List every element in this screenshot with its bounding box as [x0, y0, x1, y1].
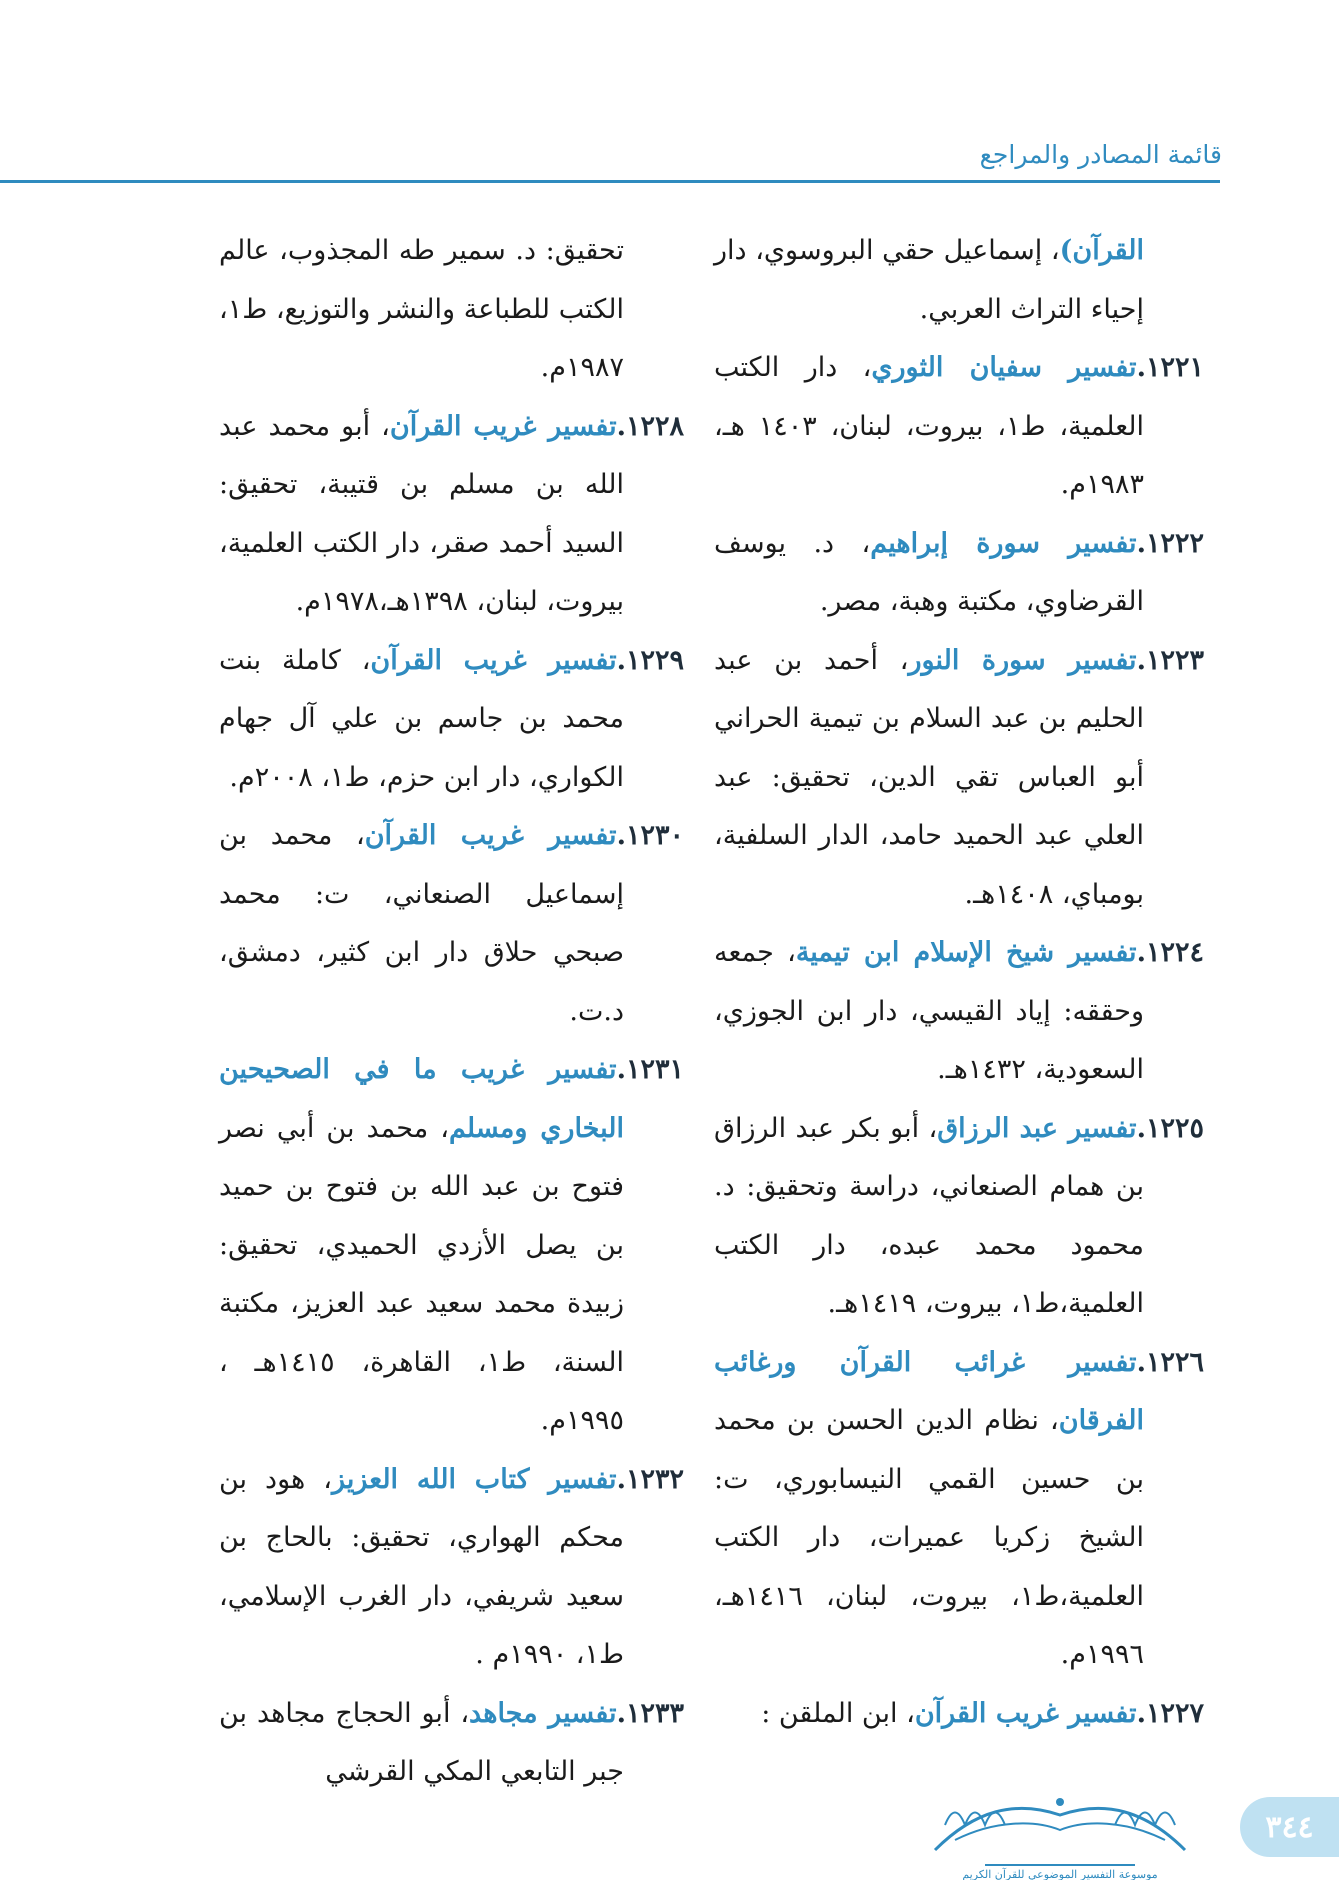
- running-header: قائمة المصادر والمراجع: [979, 140, 1222, 169]
- entry-text: ، د. يوسف القرضاوي، مكتبة وهبة، مصر.: [714, 527, 1144, 617]
- entry-title: تفسير غريب القرآن: [364, 820, 617, 851]
- entry-continuation: [714, 222, 1204, 339]
- entry-text: تحقيق: د. سمير طه المجذوب، عالم الكتب للطباعة والنشر والتوزيع، ط١، ١٩٨٧م.: [219, 235, 624, 383]
- entry-text: ، محمد بن إسماعيل الصنعاني، ت: محمد صبحي حلاق دار ابن كثير، دمشق، د.ت.: [219, 820, 624, 1027]
- entry-title: تفسير سفيان الثوري: [871, 352, 1137, 383]
- bibliography-entry: [219, 1041, 684, 1451]
- entry-title: تفسير عبد الرزاق: [937, 1112, 1137, 1144]
- encyclopedia-logo: [925, 1780, 1195, 1880]
- entry-text: ، محمد بن أبي نصر فتوح بن عبد الله بن فتوح بن حميد بن يصل الأزدي الحميدي، تحقيق: زبيدة محمد سعيد عبد العزيز، مكتبة السنة، ط١، القاهرة، ١٤١٥هـ ، ١٩٩٥م.: [219, 1112, 624, 1436]
- bibliography-entry: [714, 1685, 1204, 1744]
- entry-title: تفسير كتاب الله العزيز: [331, 1463, 617, 1495]
- logo-text: موسوعة التفسير الموضوعي للقرآن الكريم: [962, 1868, 1158, 1880]
- entry-text: ، أبو بكر عبد الرزاق بن همام الصنعاني، دراسة وتحقيق: د. محمود محمد عبده، دار الكتب العلمية،ط١، بيروت، ١٤١٩هـ.: [714, 1112, 1144, 1319]
- entry-number: ١٢٢٦.: [1136, 1346, 1204, 1378]
- entry-number: ١٢٢١.: [1136, 352, 1204, 383]
- entry-title: تفسير غريب القرآن: [914, 1697, 1137, 1729]
- bibliography-entry: [714, 1100, 1204, 1334]
- entry-number: ١٢٢٩.: [616, 644, 685, 676]
- header-rule: [0, 180, 1220, 183]
- left-column: [219, 222, 684, 1802]
- entry-number: ١٢٢٤.: [1136, 937, 1204, 968]
- entry-title: تفسير شيخ الإسلام ابن تيمية: [795, 937, 1137, 968]
- entry-text: ، أحمد بن عبد الحليم بن عبد السلام بن تيمية الحراني أبو العباس تقي الدين، تحقيق: عبد العلي عبد الحميد حامد، الدار السلفية، بومباي، ١٤٠٨هـ.: [714, 644, 1144, 910]
- entry-text: ، أبو محمد عبد الله بن مسلم بن قتيبة، تحقيق: السيد أحمد صقر، دار الكتب العلمية، بيروت، لبنان، ١٣٩٨هـ،١٩٧٨م.: [219, 410, 624, 617]
- entry-number: ١٢٣٣.: [616, 1697, 684, 1729]
- entry-number: ١٢٢٨.: [616, 410, 685, 442]
- page-number-badge: [1240, 1797, 1339, 1857]
- entry-number: ١٢٣٢.: [616, 1463, 684, 1495]
- page-number: ٣٤٤: [1265, 1809, 1314, 1845]
- entry-title: تفسير غريب القرآن: [370, 644, 617, 676]
- entry-text: ، ابن الملقن :: [761, 1697, 915, 1729]
- entry-title: تفسير سورة النور: [908, 644, 1137, 676]
- entry-title: تفسير غرائب القرآن ورغائب الفرقان: [714, 1346, 1144, 1436]
- bibliography-entry: [714, 924, 1204, 1100]
- bibliography-entry: [219, 807, 684, 1041]
- entry-number: ١٢٣٠.: [616, 820, 684, 851]
- bibliography-entry: [714, 1334, 1204, 1685]
- entry-text: ، هود بن محكم الهواري، تحقيق: بالحاج بن سعيد شريفي، دار الغرب الإسلامي، ط١، ١٩٩٠م .: [219, 1463, 624, 1670]
- bibliography-entry: [714, 515, 1204, 632]
- entry-number: ١٢٢٥.: [1136, 1112, 1204, 1144]
- entry-text: ، أبو الحجاج مجاهد بن جبر التابعي المكي القرشي: [219, 1697, 624, 1787]
- bibliography-entry: [219, 632, 684, 808]
- entry-number: ١٢٢٣.: [1136, 644, 1204, 676]
- entry-title: القرآن): [1059, 235, 1144, 266]
- entry-text: ، دار الكتب العلمية، ط١، بيروت، لبنان، ١٤٠٣ هـ، ١٩٨٣م.: [714, 352, 1144, 500]
- entry-title: تفسير مجاهد: [469, 1697, 617, 1729]
- entry-title: تفسير سورة إبراهيم: [870, 527, 1137, 559]
- entry-title: تفسير غريب القرآن: [389, 410, 617, 442]
- bibliography-entry: [219, 1685, 684, 1802]
- entry-number: ١٢٢٧.: [1136, 1697, 1204, 1729]
- entry-text: ، إسماعيل حقي البروسوي، دار إحياء التراث العربي.: [714, 235, 1144, 325]
- bibliography-entry: [219, 398, 684, 632]
- entry-continuation: [219, 222, 684, 398]
- entry-number: ١٢٢٢.: [1136, 527, 1204, 559]
- bibliography-entry: [219, 1451, 684, 1685]
- right-column: [714, 222, 1204, 1743]
- entry-text: ، نظام الدين الحسن بن محمد بن حسين القمي النيسابوري، ت: الشيخ زكريا عميرات، دار الكتب العلمية،ط١، بيروت، لبنان، ١٤١٦هـ، ١٩٩٦م.: [714, 1405, 1144, 1670]
- bibliography-entry: [714, 632, 1204, 925]
- entry-title: تفسير غريب ما في الصحيحين البخاري ومسلم: [219, 1054, 624, 1144]
- entry-text: ، جمعه وحققه: إياد القيسي، دار ابن الجوزي، السعودية، ١٤٣٢هـ.: [714, 937, 1144, 1085]
- entry-number: ١٢٣١.: [616, 1054, 684, 1085]
- entry-text: ، كاملة بنت محمد بن جاسم بن علي آل جهام الكواري، دار ابن حزم، ط١، ٢٠٠٨م.: [219, 644, 624, 793]
- bibliography-entry: [714, 339, 1204, 515]
